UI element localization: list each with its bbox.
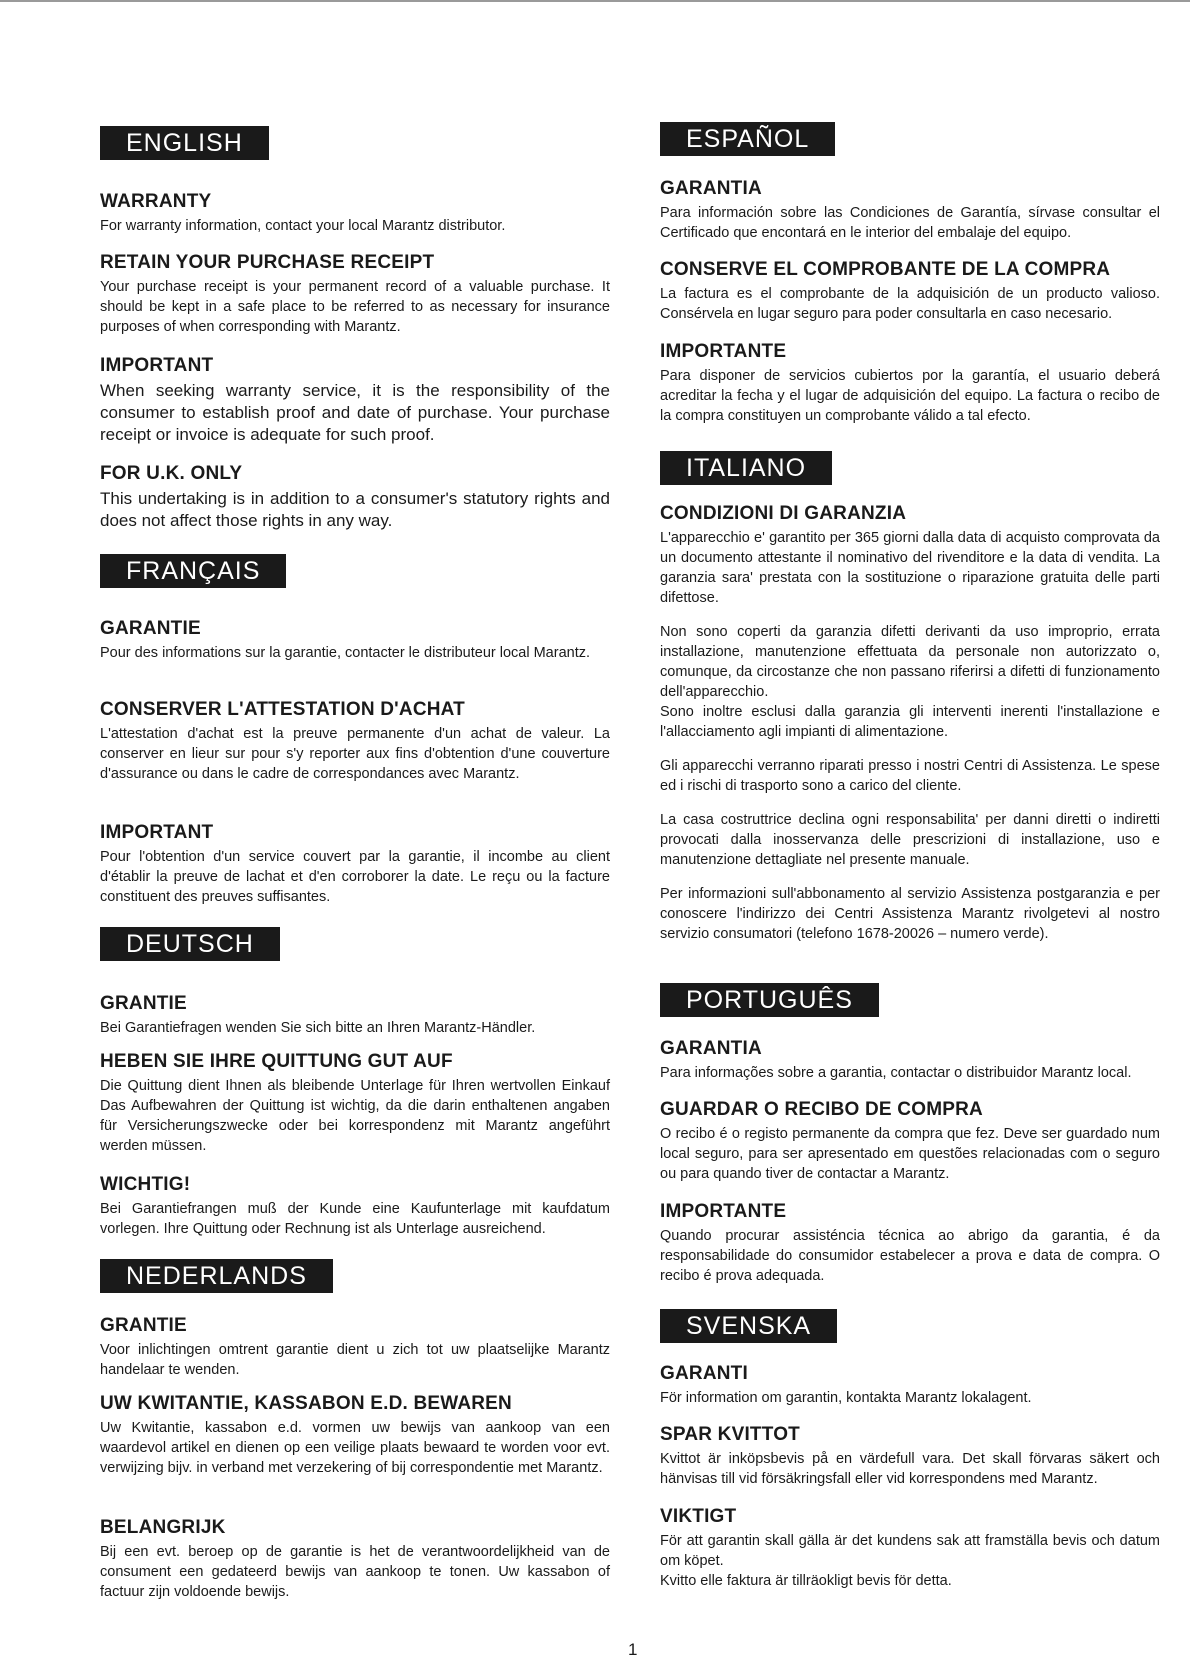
english-receipt-section xyxy=(100,251,610,337)
espanol-garantia-section xyxy=(660,177,1160,243)
section-title: WICHTIG! xyxy=(100,1174,191,1195)
section-title: CONDIZIONI DI GARANZIA xyxy=(660,503,907,524)
section-title: GUARDAR O RECIBO DE COMPRA xyxy=(660,1099,983,1120)
section-title: GARANTIA xyxy=(660,178,762,199)
section-text: Para informações sobre a garantia, contactar o distribuidor Marantz local. xyxy=(660,1065,1132,1081)
section-text: La factura es el comprobante de la adquisición de un producto valioso. Consérvela en lugar seguro para poder consultarla en caso necesario. xyxy=(660,286,1160,322)
italiano-paragraph: L'apparecchio e' garantito per 365 giorni dalla data di acquisto comprovata da un documento attestante il nominativo del rivenditore e la data di vendita. La garanzia sara' prestata con la sostituzione o riparazione gratuita delle parti difettose. xyxy=(660,530,1160,606)
espanol-importante-section xyxy=(660,340,1160,426)
italiano-paragraph: La casa costruttrice declina ogni responsabilita' per danni diretti o indiretti provocati dalla inosservanza delle prescrizioni di installazione, uso e manutenzione dettagliate nel presente manuale. xyxy=(660,812,1160,868)
svenska-viktigt-section xyxy=(660,1505,1160,1591)
section-title: HEBEN SIE IHRE QUITTUNG GUT AUF xyxy=(100,1051,453,1072)
espanol-conserve-section xyxy=(660,258,1160,324)
section-title: SPAR KVITTOT xyxy=(660,1424,800,1445)
section-text: When seeking warranty service, it is the responsibility of the consumer to establish proof and date of purchase. Your purchase receipt or invoice is adequate for such proof. xyxy=(100,381,610,444)
francais-heading: FRANÇAIS xyxy=(100,554,286,588)
section-title: GRANTIE xyxy=(100,1315,187,1336)
deutsch-heben-section xyxy=(100,1050,610,1156)
section-text: Para disponer de servicios cubiertos por la garantía, el usuario deberá acreditar la fecha y el lugar de adquisición del equipo. La factura o recibo de la compra constituyen un comprobante válido a tal efecto. xyxy=(660,368,1160,424)
section-title: CONSERVE EL COMPROBANTE DE LA COMPRA xyxy=(660,259,1111,280)
italiano-paragraph: Per informazioni sull'abbonamento al servizio Assistenza postgaranzia e per conoscere l'indirizzo dei Centri Assistenza Marantz rivolgetevi al nostro servizio consumatori (telefono 1678-20026 – numero verde). xyxy=(660,886,1160,942)
english-important-section xyxy=(100,354,610,446)
italiano-paragraph: Gli apparecchi verranno riparati presso i nostri Centri di Assistenza. Le spese ed i rischi di trasporto sono a carico del cliente. xyxy=(660,758,1160,794)
section-text: This undertaking is in addition to a consumer's statutory rights and does not affect those rights in any way. xyxy=(100,489,610,530)
section-title: IMPORTANT xyxy=(100,355,214,376)
section-title: GARANTI xyxy=(660,1363,748,1384)
section-title: RETAIN YOUR PURCHASE RECEIPT xyxy=(100,252,435,273)
section-title: BELANGRIJK xyxy=(100,1517,226,1538)
section-title: IMPORTANT xyxy=(100,822,214,843)
section-title: FOR U.K. ONLY xyxy=(100,463,243,484)
francais-conserver-section xyxy=(100,698,610,784)
section-text: Kvitto elle faktura är tillräokligt bevis för detta. xyxy=(660,1573,952,1589)
italiano-paragraph: Sono inoltre esclusi dalla garanzia gli interventi inerenti l'installazione e l'allacciamento agli impianti di alimentazione. xyxy=(660,704,1160,740)
english-warranty-section xyxy=(100,190,610,236)
english-heading: ENGLISH xyxy=(100,126,269,160)
portugues-guardar-section xyxy=(660,1098,1160,1184)
section-title: IMPORTANTE xyxy=(660,341,787,362)
italiano-condizioni-section xyxy=(660,502,1160,944)
section-text: För att garantin skall gälla är det kundens sak att framställa bevis och datum om köpet. xyxy=(660,1533,1160,1569)
section-text: Pour des informations sur la garantie, contacter le distributeur local Marantz. xyxy=(100,645,591,661)
section-title: VIKTIGT xyxy=(660,1506,737,1527)
deutsch-heading: DEUTSCH xyxy=(100,927,280,961)
deutsch-garantie-section xyxy=(100,992,610,1038)
section-text: L'attestation d'achat est la preuve permanente d'un achat de valeur. La conserver en lieur sur pour s'y reporter aux fins d'obtention d'une couverture d'assurance ou dans le cadre de correspondances avec Marantz. xyxy=(100,726,610,782)
section-text: For warranty information, contact your local Marantz distributor. xyxy=(100,218,506,234)
portugues-heading: PORTUGUÊS xyxy=(660,983,879,1017)
section-text: Kvittot är inköpsbevis på en värdefull vara. Det skall förvaras säkert och hänvisas till vid försäkringsfall eller vid korrespondens med Marantz. xyxy=(660,1451,1160,1487)
nederlands-heading: NEDERLANDS xyxy=(100,1259,333,1293)
deutsch-wichtig-section xyxy=(100,1173,610,1239)
section-title: UW KWITANTIE, KASSABON E.D. BEWAREN xyxy=(100,1393,512,1414)
svenska-heading: SVENSKA xyxy=(660,1309,837,1343)
top-rule xyxy=(0,0,1190,2)
nederlands-belangrijk-section xyxy=(100,1516,610,1602)
espanol-heading: ESPAÑOL xyxy=(660,122,835,156)
page-number: 1 xyxy=(628,1640,638,1659)
portugues-garantia-section xyxy=(660,1037,1160,1083)
francais-important-section xyxy=(100,821,610,907)
section-text: Para información sobre las Condiciones de Garantía, sírvase consultar el Certificado que encontará en le interior del embalaje del equipo. xyxy=(660,205,1160,241)
section-text: Pour l'obtention d'un service couvert par la garantie, il incombe au client d'établir la preuve de lachat et d'en corroborer la date. Le reçu ou la facture constituent des preuves suffisantes. xyxy=(100,849,610,905)
section-title: GARANTIE xyxy=(100,618,201,639)
section-text: Your purchase receipt is your permanent record of a valuable purchase. It should be kept in a safe place to be referred to as necessary for insurance purposes of when corresponding with Marantz. xyxy=(100,279,610,335)
svenska-garanti-section xyxy=(660,1362,1160,1408)
section-text: För information om garantin, kontakta Marantz lokalagent. xyxy=(660,1390,1032,1406)
section-text: Bei Garantiefragen wenden Sie sich bitte an Ihren Marantz-Händler. xyxy=(100,1020,536,1036)
svenska-spar-section xyxy=(660,1423,1160,1489)
section-title: WARRANTY xyxy=(100,191,212,212)
section-text: Quando procurar assisténcia técnica ao abrigo da garantia, é da responsabilidade do consumidor estabelecer a prova e data de compra. O recibo é prova adequada. xyxy=(660,1228,1160,1284)
section-text: Die Quittung dient Ihnen als bleibende Unterlage für Ihren wertvollen Einkauf Das Aufbewahren der Quittung ist wichtig, da die darin enthaltenen angaben für Versicherungszwecke oder bei korrespondenz mit Marantz angeführt werden müssen. xyxy=(100,1078,610,1154)
nederlands-kwitantie-section xyxy=(100,1392,610,1478)
english-uk-section xyxy=(100,462,610,532)
francais-garantie-section xyxy=(100,617,610,663)
section-text: Bei Garantiefrangen muß der Kunde eine Kaufunterlage mit kaufdatum vorlegen. Ihre Quittung oder Rechnung ist als Unterlage ausreichend. xyxy=(100,1201,610,1237)
section-title: GARANTIA xyxy=(660,1038,762,1059)
section-text: Voor inlichtingen omtrent garantie dient u zich tot uw plaatselijke Marantz handelaar te wenden. xyxy=(100,1342,610,1378)
section-title: IMPORTANTE xyxy=(660,1201,787,1222)
section-title: GRANTIE xyxy=(100,993,187,1014)
italiano-heading: ITALIANO xyxy=(660,451,832,485)
section-text: O recibo é o registo permanente da compra que fez. Deve ser guardado num local seguro, para ser apresentado em questões relacionadas com o seguro ou para quando tiver de contactar a Marantz. xyxy=(660,1126,1160,1182)
italiano-paragraph: Non sono coperti da garanzia difetti derivanti da uso improprio, errata installazione, manutenzione effettuata da personale non autorizzato o, comunque, da circostanze che non passano riferirsi a difetti di funzionamento dell'apparecchio. xyxy=(660,624,1160,700)
portugues-importante-section xyxy=(660,1200,1160,1286)
section-title: CONSERVER L'ATTESTATION D'ACHAT xyxy=(100,699,465,720)
nederlands-grantie-section xyxy=(100,1314,610,1380)
section-text: Uw Kwitantie, kassabon e.d. vormen uw bewijs van aankoop van een waardevol artikel en dienen op een veilige plaats bewaard te worden voor evt. verwijzing bijv. in verband met verzekering of bij correspondentie met Marantz. xyxy=(100,1420,610,1476)
section-text: Bij een evt. beroep op de garantie is het de verantwoordelijkheid van de consument een gedateerd bewijs van aankoop te tonen. Uw kassabon of factuur zijn voldoende bewijs. xyxy=(100,1544,610,1600)
